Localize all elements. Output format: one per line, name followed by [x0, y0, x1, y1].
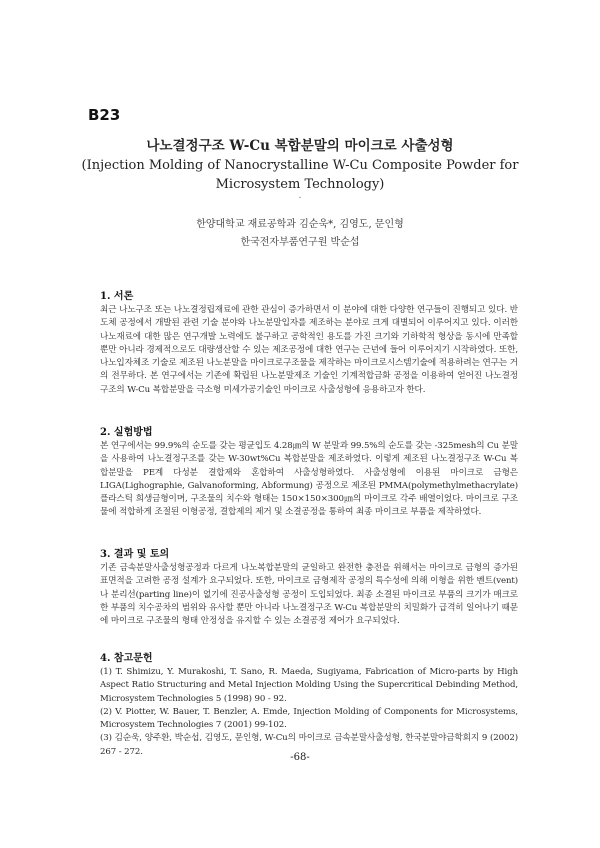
title-korean: 나노결정구조 W-Cu 복합분말의 마이크로 사출성형 — [146, 138, 454, 154]
page-number: -68- — [290, 752, 310, 763]
section-introduction — [100, 290, 518, 397]
title-block — [0, 136, 600, 204]
section-methods — [100, 426, 518, 520]
section-paragraph: 본 연구에서는 99.9%의 순도를 갖는 평균입도 4.28㎛의 W 분말과 99.5%의 순도를 갖는 -325mesh의 Cu 분말을 사용하여 나노결정구조를 갖는 W-30wt%Cu 복합분말을 제조하였다. 이렇게 제조된 나노결정구조 W-Cu 복합분말을 PE계 다성분 결합제와 혼합하여 사출성형하였다. 사출성형에 이용된 마이크로 금형은 LIGA(Lighographie, Galvanoforming, Abformung) 공정으로 제조된 PMMA(polymethylmethacrylate) 플라스틱 희생금형이며, 구조물의 치수와 형태는 150×150×300㎛의 마이크로 각주 배열이었다. 마이크로 구조물에 적합하게 조절된 이형공정, 결합제의 제거 및 소결공정을 통하여 최종 마이크로 부품을 제작하였다. — [100, 441, 518, 518]
section-heading: 4. 참고문헌 — [100, 653, 153, 664]
section-heading: 3. 결과 및 토의 — [100, 549, 170, 560]
abstract-code: B23 — [88, 106, 121, 124]
title-english: (Injection Molding of Nanocrystalline W-Cu Composite Powder for Microsystem Technology) — [81, 158, 519, 192]
section-paragraph: 최근 나노구조 또는 나노결정립재료에 관한 관심이 증가하면서 이 분야에 대한 다양한 연구들이 진행되고 있다. 반도체 공정에서 개발된 관련 기술 분야와 나노분말입자를 제조하는 분야로 크게 대별되어 이루어지고 있다. 이러한 나노재료에 대한 많은 연구개발 노력에도 불구하고 공학적인 용도를 가진 크기와 기하학적 형상을 동시에 만족할 뿐만 아니라 경제적으로도 대량생산할 수 있는 제조공정에 대한 연구는 근년에 들어 이루어지기 시작하였다. 또한, 나노입자체조 기술로 제조된 나노분말을 마이크로구조물을 제작하는 마이크로시스템기술에 적용하려는 연구는 거의 전무하다. 본 연구에서는 기존에 확립된 나노분말제조 기술인 기계적합금화 공정을 이용하여 얻어진 나노결정구조의 W-Cu 복합분말을 극소형 미세가공기술인 마이크로 사출성형에 응용하고자 한다. — [100, 305, 518, 395]
section-heading: 1. 서론 — [100, 291, 134, 302]
reference-item: (3) 김순욱, 양주환, 박순섭, 김영도, 문인형, W-Cu의 마이크로 금속분말사출성형, 한국분말야금학회지 9 (2002) 267 - 272. — [100, 733, 518, 757]
section-heading: 2. 실험방법 — [100, 427, 153, 438]
reference-item: (2) V. Piotter, W. Bauer, T. Benzler, A. Emde, Injection Molding of Components for Microsystems, Microsystem Technologies 7 (2001) 99-102. — [100, 706, 518, 731]
author-line-2: 한국전자부품연구원 박순섭 — [240, 237, 360, 248]
author-block — [0, 216, 600, 252]
section-paragraph: 기존 금속분말사출성형공정과 다르게 나노복합분말의 균일하고 완전한 충전을 위해서는 마이크로 금형의 증가된 표면적을 고려한 공정 설계가 요구되었다. 또한, 마이크로 금형제작 공정의 특수성에 의해 이형을 위한 벤트(vent)나 분리선(parting line)이 없기에 진공사출성형 공정이 도입되었다. 최종 소결된 마이크로 부품의 크기가 매크로한 부품의 치수공차의 범위와 유사할 뿐만 아니라 나노결정구조 W-Cu 복합분말의 치밀화가 급격히 일어나기 때문에 마이크로 구조물의 형태 안정성을 유지할 수 있는 소결공정 제어가 요구되었다. — [100, 563, 518, 627]
section-references — [100, 652, 518, 759]
author-line-1: 한양대학교 재료공학과 김순욱*, 김영도, 문인형 — [196, 219, 404, 230]
section-results — [100, 548, 518, 628]
title-dot: · — [298, 193, 302, 204]
reference-item: (1) T. Shimizu, Y. Murakoshi, T. Sano, R. Maeda, Sugiyama, Fabrication of Micro-parts by High Aspect Ratio Structuring and Metal Injection Molding Using the Supercritical Debinding Method, Microsystem Technologies 5 (1998) 90 - 92. — [100, 667, 518, 704]
